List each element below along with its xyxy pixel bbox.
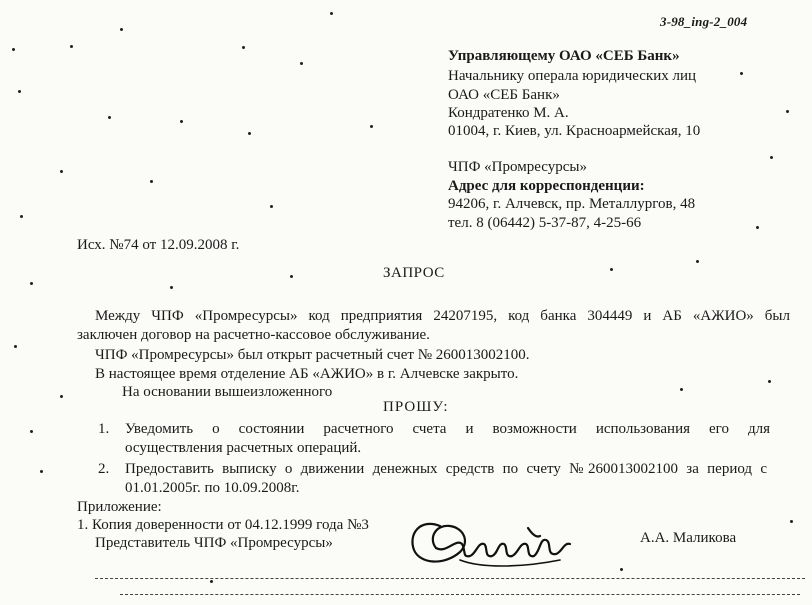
body-paragraph-1-line-1: Между ЧПФ «Промресурсы» код предприятия 24207195, код банка 304449 и АБ «АЖИО» был xyxy=(95,308,790,324)
scan-speck xyxy=(150,180,153,183)
scan-speck xyxy=(108,116,111,119)
request-word: ПРОШУ: xyxy=(383,399,449,415)
body-paragraph-2: ЧПФ «Промресурсы» был открыт расчетный счет № 260013002100. xyxy=(95,347,530,363)
sender-address-label: Адрес для корреспонденции: xyxy=(448,178,645,194)
body-paragraph-3: В настоящее время отделение АБ «АЖИО» в г. Алчевске закрыто. xyxy=(95,366,519,382)
scan-speck xyxy=(30,430,33,433)
scan-speck xyxy=(330,12,333,15)
scan-speck xyxy=(770,156,773,159)
scan-speck xyxy=(12,48,15,51)
attachment-label: Приложение: xyxy=(77,499,162,515)
body-paragraph-1-line-2: заключен договор на расчетно-кассовое обслуживание. xyxy=(77,327,430,343)
scan-speck xyxy=(210,580,213,583)
scan-speck xyxy=(300,62,303,65)
scan-speck xyxy=(170,286,173,289)
recipient-line-2: Начальнику операла юридических лиц xyxy=(448,68,697,84)
scan-speck xyxy=(740,72,743,75)
scan-speck xyxy=(290,275,293,278)
attachment-item: 1. Копия доверенности от 04.12.1999 года №3 xyxy=(77,517,369,533)
scan-speck xyxy=(40,470,43,473)
scan-speck xyxy=(790,520,793,523)
scan-speck xyxy=(370,125,373,128)
outgoing-number: Исх. №74 от 12.09.2008 г. xyxy=(77,237,240,253)
body-paragraph-4: На основании вышеизложенного xyxy=(122,384,333,400)
bottom-dashed-line-2 xyxy=(120,594,800,595)
scan-speck xyxy=(242,46,245,49)
sender-phone: тел. 8 (06442) 5-37-87, 4-25-66 xyxy=(448,215,642,231)
scan-speck xyxy=(20,215,23,218)
scan-speck xyxy=(696,260,699,263)
scan-speck xyxy=(610,268,613,271)
scan-speck xyxy=(70,45,73,48)
document-title: ЗАПРОС xyxy=(383,265,445,281)
scan-speck xyxy=(120,28,123,31)
scan-speck xyxy=(756,226,759,229)
recipient-line-1: Управляющему ОАО «СЕБ Банк» xyxy=(448,48,680,64)
scan-speck xyxy=(18,90,21,93)
item-2-line-1: Предоставить выписку о движении денежных средств по счету №260013002100 за период с xyxy=(125,461,767,477)
scan-speck xyxy=(680,388,683,391)
scan-speck xyxy=(620,568,623,571)
item-2-line-2: 01.01.2005г. по 10.09.2008г. xyxy=(125,480,300,496)
scan-speck xyxy=(30,282,33,285)
recipient-line-3: ОАО «СЕБ Банк» xyxy=(448,87,560,103)
item-1-number: 1. xyxy=(98,421,110,437)
sender-address: 94206, г. Алчевск, пр. Металлургов, 48 xyxy=(448,196,696,212)
scan-speck xyxy=(14,345,17,348)
scan-speck xyxy=(786,110,789,113)
item-1-line-1: Уведомить о состоянии расчетного счета и возможности использования его для xyxy=(125,421,770,437)
scan-speck xyxy=(60,170,63,173)
sender-name: ЧПФ «Промресурсы» xyxy=(448,159,587,175)
scan-speck xyxy=(248,132,251,135)
document-code: 3-98_ing-2_004 xyxy=(660,14,748,29)
representative-label: Представитель ЧПФ «Промресурсы» xyxy=(95,535,333,551)
scan-speck xyxy=(270,205,273,208)
scan-speck xyxy=(768,380,771,383)
recipient-line-5: 01004, г. Киев, ул. Красноармейская, 10 xyxy=(448,123,701,139)
item-1-line-2: осуществления расчетных операций. xyxy=(125,440,362,456)
signer-name: А.А. Маликова xyxy=(640,530,737,546)
scan-speck xyxy=(60,395,63,398)
item-2-number: 2. xyxy=(98,461,110,477)
scan-speck xyxy=(180,120,183,123)
recipient-line-4: Кондратенко М. А. xyxy=(448,105,569,121)
handwritten-signature xyxy=(400,498,580,578)
bottom-dashed-line-1 xyxy=(95,578,805,579)
